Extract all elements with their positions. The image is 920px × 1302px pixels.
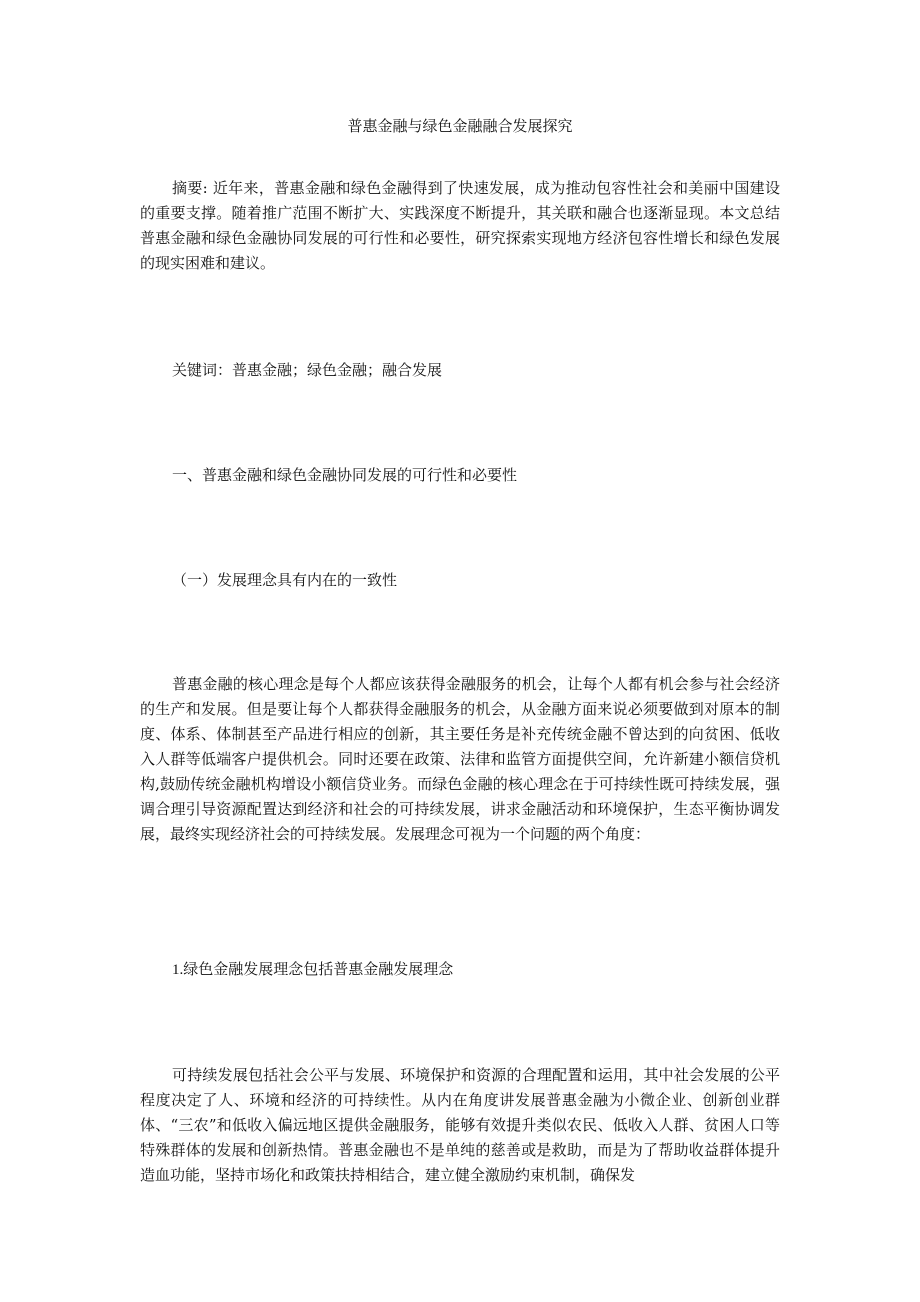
body-paragraph: 普惠金融的核心理念是每个人都应该获得金融服务的机会，让每个人都有机会参与社会经济的生产和发展。但是要让每个人都获得金融服务的机会，从金融方面来说必须要做到对原本的制度、体系、体制甚至产品进行相应的创新，其主要任务是补充传统金融不曾达到的向贫困、低收入人群等低端客户提供机会。同时还要在政策、法律和监管方面提供空间，允许新建小额信贷机构,鼓励传统金融机构增设小额信贷业务。而绿色金融的核心理念在于可持续性既可持续发展，强调合理引导资源配置达到经济和社会的可持续发展，讲求金融活动和环境保护，生态平衡协调发展，最终实现经济社会的可持续发展。发展理念可视为一个问题的两个角度： xyxy=(140,675,780,843)
abstract-paragraph: 摘要: 近年来，普惠金融和绿色金融得到了快速发展，成为推动包容性社会和美丽中国建设的重要支撑。随着推广范围不断扩大、实践深度不断提升，其关联和融合也逐渐显现。本文总结普惠金融和绿色金融协同发展的可行性和必要性，研究探索实现地方经济包容性增长和绿色发展的现实困难和建议。 xyxy=(140,179,780,272)
document-title: 普惠金融与绿色金融融合发展探究 xyxy=(347,117,573,135)
keywords-line: 关键词：普惠金融；绿色金融；融合发展 xyxy=(172,361,443,379)
body-paragraph-2: 可持续发展包括社会公平与发展、环境保护和资源的合理配置和运用，其中社会发展的公平程度决定了人、环境和经济的可持续性。从内在角度讲发展普惠金融为小微企业、创新创业群体、“三农”和低收入偏远地区提供金融服务，能够有效提升类似农民、低收入人群、贫困人口等特殊群体的发展和创新热情。普惠金融也不是单纯的慈善或是救助，而是为了帮助收益群体提升造血功能，坚持市场化和政策扶持相结合，建立健全激励约束机制，确保发 xyxy=(140,1066,780,1184)
point-heading: 1.绿色金融发展理念包括普惠金融发展理念 xyxy=(172,962,454,978)
subsection-heading: （一）发展理念具有内在的一致性 xyxy=(172,571,398,589)
section-heading: 一、普惠金融和绿色金融协同发展的可行性和必要性 xyxy=(172,466,518,484)
